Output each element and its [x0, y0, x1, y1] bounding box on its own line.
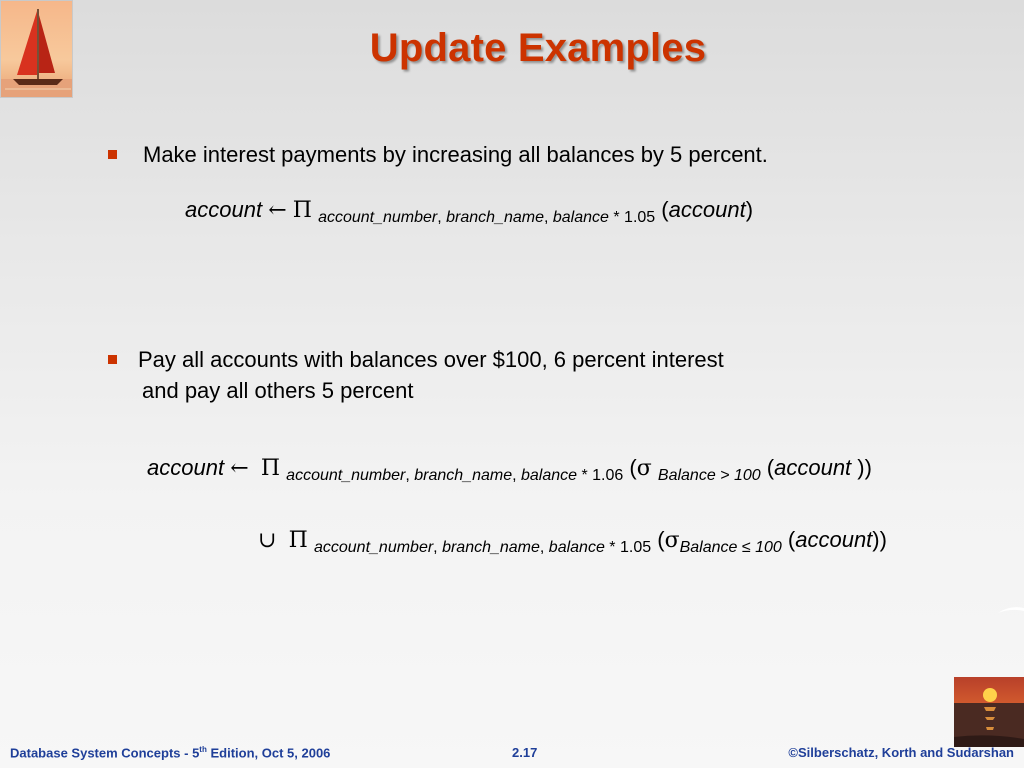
formula-2-attributes: account_number, branch_name, balance * 1.06 — [286, 467, 624, 484]
footer-copyright: ©Silberschatz, Korth and Sudarshan — [788, 745, 1014, 760]
attr-balance: balance — [520, 467, 578, 484]
slide-title: Update Examples — [369, 26, 707, 70]
bullet-2-line-1: Pay all accounts with balances over $100, 6 percent interest — [138, 347, 724, 372]
sunset-image — [954, 677, 1024, 747]
union-icon: ∪ — [258, 528, 277, 553]
formula-3-attributes: account_number, branch_name, balance * 1.05 — [313, 539, 652, 556]
formula-1-multiplier: * 1.05 — [613, 209, 656, 226]
assign-arrow-icon: ← — [268, 198, 287, 223]
attr-account-number: account_number — [313, 539, 434, 556]
attr-branch-name: branch_name — [414, 467, 513, 484]
assign-arrow-icon: ← — [230, 456, 249, 481]
formula-3-multiplier: * 1.05 — [609, 539, 652, 556]
formula-3-condition: Balance ≤ 100 — [679, 539, 782, 556]
projection-icon: Π — [288, 528, 308, 553]
decorative-swoosh-icon — [996, 603, 1024, 617]
attr-account-number: account_number — [318, 209, 438, 226]
attr-balance: balance — [552, 209, 609, 226]
formula-3: ∪ Π $_{account\_number, branch\_name, balance * 1.05}$ ($\sigma_{Balance \le 100}$ (account)) — [258, 527, 887, 556]
formula-1-lhs: account — [185, 197, 263, 222]
bullet-1-text: Make interest payments by increasing all balances by 5 percent. — [143, 142, 768, 167]
formula-2-relation: account — [774, 455, 852, 480]
bullet-square-icon — [108, 355, 117, 364]
formula-2: account ← Π $_{account\_number, branch\_name, balance * 1.06}$ (σ $_{Balance > 100}$ (account )) — [147, 455, 872, 484]
formula-2-lhs: account — [147, 455, 225, 480]
attr-branch-name: branch_name — [446, 209, 544, 226]
formula-1-attributes: account_number, branch_name, balance * 1.05 — [318, 209, 656, 226]
bullet-2-line-2: and pay all others 5 percent — [142, 378, 414, 403]
attr-account-number: account_number — [286, 467, 406, 484]
selection-icon: σ — [664, 528, 680, 553]
selection-icon: σ — [636, 456, 652, 481]
bullet-square-icon — [108, 150, 117, 159]
formula-3-relation: account — [795, 527, 873, 552]
footer-page-number: 2.17 — [512, 745, 538, 760]
attr-branch-name: branch_name — [442, 539, 540, 556]
footer-edition: Database System Concepts - 5th Edition, Oct 5, 2006 — [10, 745, 331, 761]
formula-2-multiplier: * 1.06 — [581, 467, 624, 484]
projection-icon: Π — [260, 456, 281, 481]
formula-1-relation: account — [668, 197, 746, 222]
attr-balance: balance — [548, 539, 605, 556]
formula-2-condition: Balance > 100 — [657, 467, 761, 484]
projection-icon: Π — [292, 198, 312, 223]
formula-1: account ← Π $_{account\_number, branch\_name, balance * 1.05}$ (account) — [185, 197, 754, 226]
